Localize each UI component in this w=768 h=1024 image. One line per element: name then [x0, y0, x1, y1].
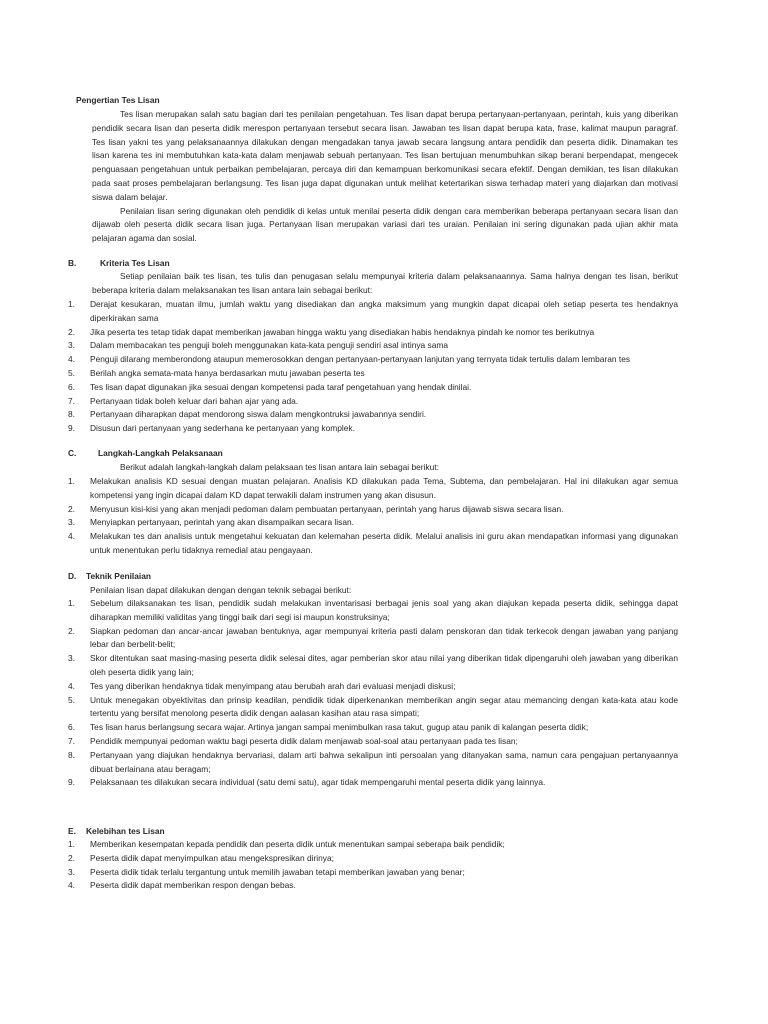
item-number: 3. — [68, 517, 75, 528]
item-number: 1. — [68, 476, 75, 486]
list-item — [0, 326, 678, 340]
section-letter: B. — [68, 258, 77, 268]
list-item — [0, 680, 678, 694]
list-item — [0, 749, 678, 777]
item-text: Siapkan pedoman dan ancar-ancar jawaban bentuknya, agar mempunyai kriteria pasti dalam penskoran dan tidak terkecok dengan jawaban yang panjang lebar dan berbelit-belit; — [90, 625, 678, 650]
item-number: 1. — [68, 839, 75, 849]
item-text: Tes lisan harus berlangsung secara wajar. Artinya jangan sampai menimbulkan rasa takut, gugup atau panik di kalangan peserta didik; — [90, 722, 589, 733]
list-item — [0, 597, 678, 625]
item-text: Peserta didik dapat menyimpulkan atau mengekspresikan dirinya; — [90, 852, 334, 863]
section-letter: C. — [68, 448, 77, 458]
item-number: 1. — [68, 299, 75, 309]
item-text: Derajat kesukaran, muatan ilmu, jumlah waktu yang disediakan dan angka maksimum yang mungkin dapat dicapai oleh setiap peserta tes hendaknya diperkirakan sama — [90, 299, 678, 323]
item-text: Melakukan analisis KD sesuai dengan muatan pelajaran. Analisis KD dilakukan pada Tema, Subtema, dan pembelajaran. Hal ini dilakukan agar semua kompetensi yang ingin dicapai dalam KD dapat terwakili dalam instrumen yang akan disusun. — [90, 476, 678, 500]
intro-text — [92, 108, 678, 246]
item-number: 5. — [68, 367, 75, 378]
list-item — [0, 879, 678, 893]
list-item — [0, 353, 678, 367]
list-item — [0, 516, 678, 530]
section-c-intro: Berikut adalah langkah-langkah dalam pelaksaan tes lisan antara lain sebagai berikut: — [120, 462, 439, 472]
list-item — [0, 381, 678, 395]
section-title: Kelebihan tes Lisan — [86, 826, 165, 836]
item-number: 6. — [68, 722, 75, 733]
section-b-list — [0, 298, 768, 436]
section-title: Kriteria Tes Lisan — [100, 258, 170, 268]
item-number: 2. — [68, 503, 75, 514]
item-text: Disusun dari pertanyaan yang sederhana ke pertanyaan yang komplek. — [90, 423, 355, 434]
section-title: Langkah-Langkah Pelaksanaan — [98, 448, 223, 458]
item-text: Penguji dilarang memberondong ataupun memerosokkan dengan pertanyaan-pertanyaan lanjutan yang ternyata tidak tertulis dalam lembaran tes — [90, 354, 631, 365]
item-text: Pelaksanaan tes dilakukan secara individual (satu demi satu), agar tidak mempengaruhi mental peserta didik yang lainnya. — [90, 777, 546, 788]
section-d-list — [0, 597, 768, 790]
list-item — [0, 395, 678, 409]
item-text: Menyusun kisi-kisi yang akan menjadi pedoman dalam pembuatan pertanyaan, perintah yang harus dijawab siswa secara lisan. — [90, 503, 564, 514]
item-text: Pendidik mempunyai pedoman waktu bagi peserta didik dalam menjawab soal-soal atau pertanyaan pada tes lisan; — [90, 735, 518, 746]
page-title: Pengertian Tes Lisan — [76, 95, 160, 105]
intro-paragraph-1: Tes lisan merupakan salah satu bagian dari tes penilaian pengetahuan. Tes lisan dapat berupa pertanyaan-pertanyaan, perintah, kuis yang diberikan pendidik secara lisan dan peserta didik merespon pertanyaan tersebut secara lisan. Jawaban tes lisan dapat berupa kata, frase, kalimat maupun paragraf. Tes lisan yakni tes yang pelaksanaannya dilakukan dengan mengadakan tanya jawab secara langsung antara pendidik dan peserta didik. Dinamakan tes lisan karena tes ini membutuhkan kata-kata dalam menjawab sebuah pertanyaan. Tes lisan bertujuan menumbuhkan sikap berani berpendapat, mengecek penguasaan pengetahuan untuk perbaikan pembelajaran, percaya diri dan kemampuan berkomunikasi secara efektif. Dengan demikian, tes lisan dilakukan pada saat proses pembelajaran berlangsung. Tes lisan juga dapat digunakan untuk melihat ketertarikan siswa terhadap materi yang diajarkan dan motivasi siswa dalam belajar. — [92, 109, 678, 202]
item-number: 6. — [68, 381, 75, 392]
list-item — [0, 866, 678, 880]
list-item — [0, 652, 678, 680]
item-text: Pertanyaan tidak boleh keluar dari bahan ajar yang ada. — [90, 395, 299, 406]
item-number: 2. — [68, 326, 75, 337]
item-number: 2. — [68, 625, 75, 636]
item-text: Pertanyaan yang diajukan hendaknya bervariasi, dalam arti bahwa sekalipun inti persoalan yang ditanyakan sama, namun cara pengajuan pertanyaannya dibuat berlainana atau beragam; — [90, 749, 678, 774]
list-item — [0, 625, 678, 653]
section-b-intro: Setiap penilaian baik tes lisan, tes tulis dan penugasan selalu mempunyai kriteria dalam pelaksanaannya. Sama halnya dengan tes lisan, berikut beberapa kriteria dalam melaksanakan tes lisan antara lain sebagai berikut: — [92, 271, 678, 295]
list-item — [0, 694, 678, 722]
item-number: 3. — [68, 653, 75, 664]
list-item — [0, 367, 678, 381]
item-number: 5. — [68, 694, 75, 705]
item-text: Pertanyaan diharapkan dapat mendorong siswa dalam mengkontruksi jawabannya sendiri. — [90, 409, 427, 420]
item-text: Jika peserta tes tetap tidak dapat memberikan jawaban hingga waktu yang disediakan habis hendaknya pindah ke nomor tes berikutnya — [90, 326, 595, 337]
item-text: Sebelum dilaksanakan tes lisan, pendidik sudah melakukan inventarisasi berbagai jenis soal yang akan diajukan kepada peserta didik, sehingga dapat diharapkan memiliki validitas yang tinggi baik dari segi isi maupun konstruksinya; — [90, 598, 678, 622]
list-item — [0, 838, 678, 852]
list-item — [0, 298, 678, 326]
intro-paragraph-2: Penilaian lisan sering digunakan oleh pendidik di kelas untuk menilai peserta didik dengan cara memberikan beberapa pertanyaan secara lisan dan dijawab oleh peserta didik secara lisan juga. Pertanyaan lisan merupakan variasi dari tes uraian. Penilaian ini sering digunakan pada ujian akhir mata pelajaran agama dan sosial. — [92, 205, 678, 244]
item-number: 9. — [68, 423, 75, 434]
list-item — [0, 735, 678, 749]
item-text: Melakukan tes dan analisis untuk mengetahui kekuatan dan kelemahan peserta didik. Melalui analisis ini guru akan mendapatkan informasi yang digunakan untuk menentukan perlu tidaknya remedial atau pengayaan. — [90, 531, 678, 555]
item-number: 4. — [68, 680, 75, 691]
item-number: 4. — [68, 880, 75, 891]
item-number: 3. — [68, 866, 75, 877]
item-text: Peserta didik dapat memberikan respon dengan bebas. — [90, 880, 296, 891]
item-number: 2. — [68, 852, 75, 863]
list-item — [0, 408, 678, 422]
item-number: 4. — [68, 354, 75, 365]
item-text: Tes yang diberikan hendaknya tidak menyimpang atau berubah arah dari evaluasi menjadi diskusi; — [90, 680, 456, 691]
section-c-list — [0, 475, 768, 558]
list-item — [0, 475, 678, 503]
item-number: 8. — [68, 749, 75, 760]
list-item — [0, 503, 678, 517]
item-text: Tes lisan dapat digunakan jika sesuai dengan kompetensi pada taraf pengetahuan yang hendak dinilai. — [90, 381, 472, 392]
section-e-list — [0, 838, 768, 893]
list-item — [0, 776, 678, 790]
item-text: Skor ditentukan saat masing-masing peserta didik selesai dites, agar pemberian skor atau nilai yang diberikan tidak dipengaruhi oleh jawaban yang diberikan oleh peserta didik yang lain; — [90, 653, 678, 677]
section-d-intro: Penilaian lisan dapat dilakukan dengan dengan teknik sebagai berikut: — [90, 585, 352, 595]
item-number: 1. — [68, 598, 75, 608]
list-item — [0, 422, 678, 436]
list-item — [0, 721, 678, 735]
item-text: Berilah angka semata-mata hanya berdasarkan mutu jawaban peserta tes — [90, 367, 365, 378]
list-item — [0, 852, 678, 866]
item-number: 9. — [68, 777, 75, 788]
item-number: 7. — [68, 735, 75, 746]
item-number: 4. — [68, 531, 75, 542]
item-number: 8. — [68, 409, 75, 420]
item-text: Menyiapkan pertanyaan, perintah yang akan disampaikan secara lisan. — [90, 517, 354, 528]
item-text: Dalam membacakan tes penguji boleh menggunakan kata-kata penguji sendiri asal intinya sama — [90, 340, 449, 351]
item-number: 7. — [68, 395, 75, 406]
item-number: 3. — [68, 340, 75, 351]
section-letter: D. — [68, 571, 77, 581]
section-letter: E. — [68, 826, 76, 836]
item-text: Untuk menegakan obyektivitas dan prinsip keadilan, pendidik tidak diperkenankan memberikan angin segar atau memancing dengan kata-kata atau kode tertentu yang bersifat menolong peserta didik dengan aalasan kasihan atau rasa simpati; — [90, 694, 678, 719]
item-text: Memberikan kesempatan kepada pendidik dan peserta didik untuk menentukan sampai seberapa baik pendidik; — [90, 839, 505, 849]
item-text: Peserta didik tidak terlalu tergantung untuk memilih jawaban tetapi memberikan jawaban yang benar; — [90, 866, 465, 877]
section-title: Teknik Penilaian — [86, 571, 152, 581]
list-item — [0, 530, 678, 558]
list-item — [0, 339, 678, 353]
